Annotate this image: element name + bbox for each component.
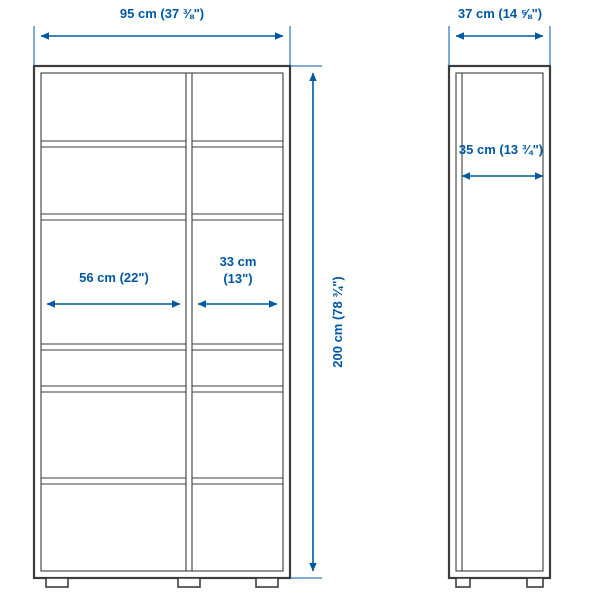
front-height-label: 200 cm (78 ¾") — [330, 276, 345, 368]
side-inner-depth-label: 35 cm (13 ¾") — [458, 142, 544, 157]
front-view-cabinet — [34, 66, 290, 587]
front-width-label: 95 cm (37 ⅜") — [119, 6, 205, 21]
side-view-extension-lines — [449, 26, 550, 66]
left-section-width-label: 56 cm (22") — [79, 270, 149, 285]
side-depth-label: 37 cm (14 ⅝") — [457, 6, 543, 21]
right-section-width-label-line2: (13") — [223, 271, 253, 286]
right-section-width-label-line1: 33 cm — [219, 254, 257, 269]
